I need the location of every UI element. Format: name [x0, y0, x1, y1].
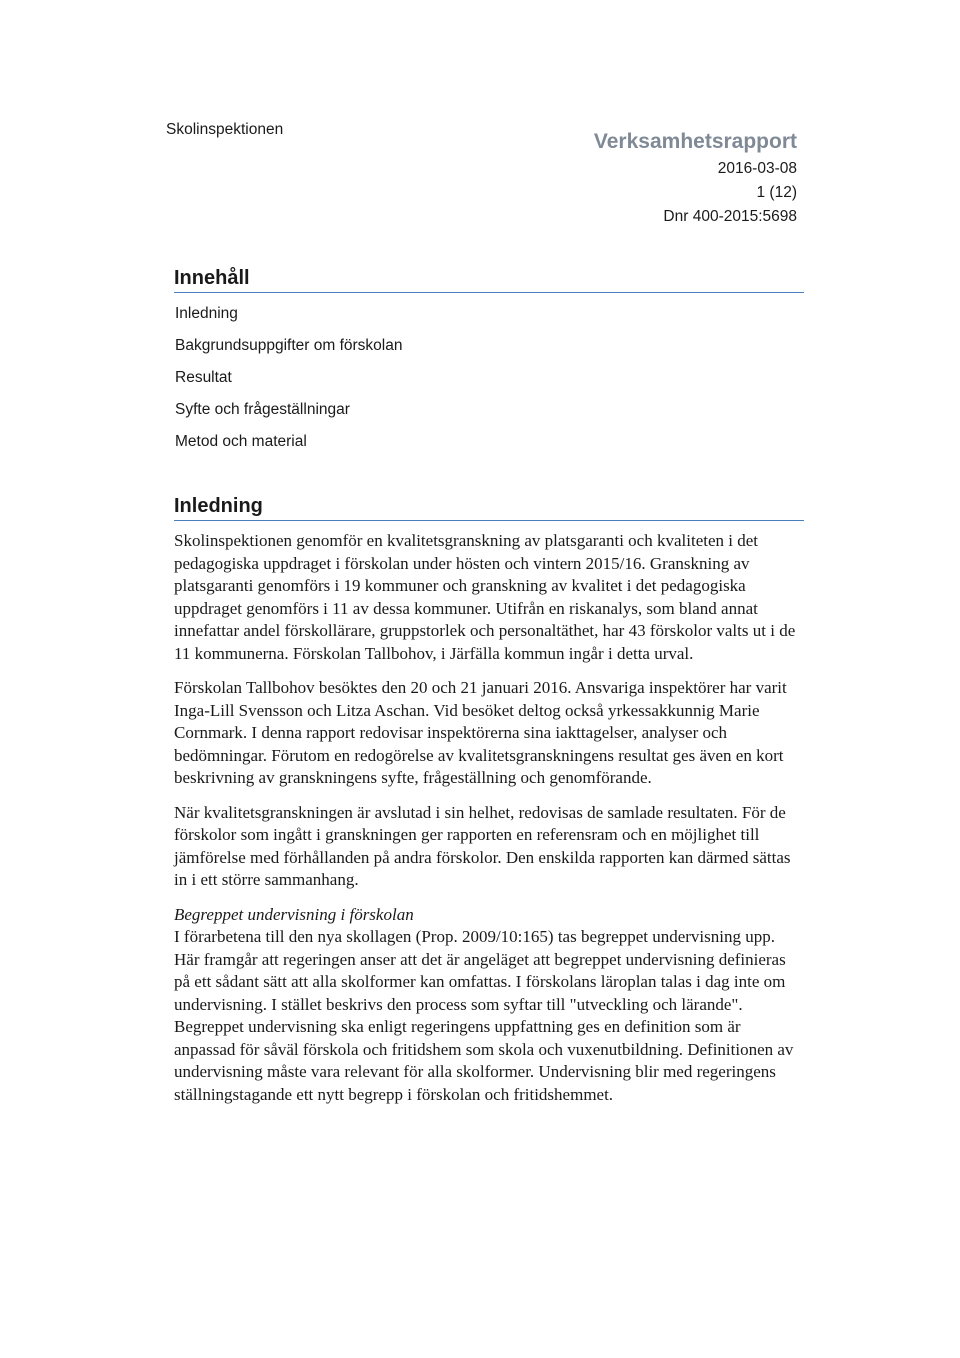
document-meta	[594, 129, 797, 229]
table-of-contents	[175, 302, 402, 462]
document-type: Verksamhetsrapport	[593, 130, 797, 153]
intro-body	[174, 530, 802, 1106]
toc-item-inledning[interactable]: Inledning	[175, 305, 238, 322]
organization-name: Skolinspektionen	[166, 121, 284, 138]
undervisning-paragraph: I förarbetena till den nya skollagen (Prop. 2009/10:165) tas begreppet undervisning upp. Här framgår att regeringen anser att det är angeläget att begreppet undervisning definieras på ett sådant sätt att alla skolformer kan omfattas. I förskolans läroplan talas i dag inte om undervisning. I stället beskrivs den process som syftar till "utveckling och lärande". Begreppet undervisning ska enligt regeringens uppfattning ges en definition som är anpassad för såväl förskola och fritidshem som skola och vuxenutbildning. Definitionen av undervisning måste vara relevant för alla skolformer. Undervisning blir med regeringens ställningstagande ett nytt begrepp i förskolan och fritidshemmet.	[174, 927, 794, 1104]
toc-heading: Innehåll	[174, 266, 804, 293]
toc-item-metod[interactable]: Metod och material	[175, 433, 307, 450]
intro-paragraph-3: När kvalitetsgranskningen är avslutad i sin helhet, redovisas de samlade resultaten. För de förskolor som ingått i granskningen ger rapporten en referensram och en möjlighet till jämförelse med förhållanden på andra förskolor. Den enskilda rapporten kan därmed sättas in i ett större sammanhang.	[174, 802, 791, 889]
page-number: 1 (12)	[756, 184, 797, 201]
document-date: 2016-03-08	[717, 160, 797, 177]
toc-item-bakgrundsuppgifter[interactable]: Bakgrundsuppgifter om förskolan	[175, 337, 403, 354]
toc-item-resultat[interactable]: Resultat	[175, 369, 232, 386]
toc-item-syfte[interactable]: Syfte och frågeställningar	[175, 401, 350, 418]
intro-paragraph-1: Skolinspektionen genomför en kvalitetsgranskning av platsgaranti och kvaliteten i det pedagogiska uppdraget i förskolan under hösten och vintern 2015/16. Granskning av platsgaranti genomförs i 19 kommuner och granskning av kvalitet i det pedagogiska uppdraget genomförs i 11 av dessa kommuner. Utifrån en riskanalys, som bland annat innefattar andel förskollärare, gruppstorlek och personaltäthet, har 43 förskolor valts ut i de 11 kommunerna. Förskolan Tallbohov, i Järfälla kommun ingår i detta urval.	[174, 531, 796, 663]
undervisning-subheading: Begreppet undervisning i förskolan	[174, 904, 414, 924]
reference-number: Dnr 400-2015:5698	[663, 208, 797, 225]
undervisning-section	[174, 904, 802, 1107]
intro-heading: Inledning	[174, 494, 804, 521]
intro-paragraph-2: Förskolan Tallbohov besöktes den 20 och 21 januari 2016. Ansvariga inspektörer har varit Inga-Lill Svensson och Litza Aschan. Vid besöket deltog också yrkessakkunnig Marie Cornmark. I denna rapport redovisar inspektörerna sina iakttagelser, analyser och bedömningar. Förutom en redogörelse av kvalitetsgranskningens resultat ges även en kort beskrivning av granskningens syfte, frågeställning och genomförande.	[174, 678, 787, 787]
